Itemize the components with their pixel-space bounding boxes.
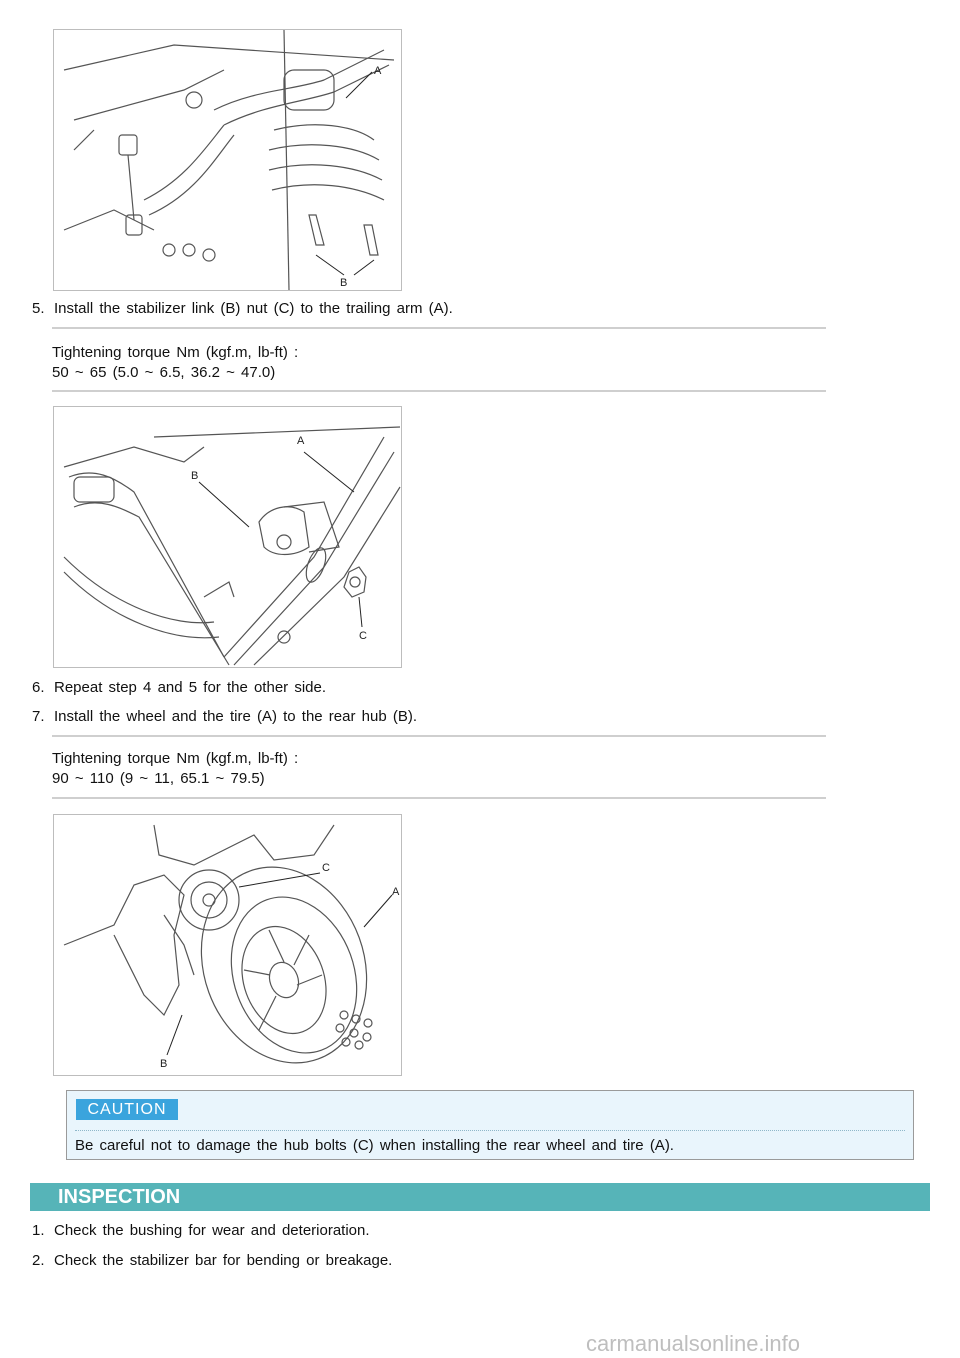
caution-text: Be careful not to damage the hub bolts (C) when installing the rear wheel and tire (A). <box>75 1137 674 1154</box>
step-number: 6. <box>32 679 45 696</box>
stabilizer-bar-diagram <box>53 29 402 291</box>
callout-a: A <box>392 886 400 898</box>
spec-divider-top <box>52 327 826 329</box>
step-text: Install the wheel and the tire (A) to the rear hub (B). <box>54 708 418 725</box>
torque-spec-1 <box>52 343 298 383</box>
wheel-tire-illustration <box>54 815 401 1075</box>
callout-a: A <box>374 65 382 77</box>
spec-divider-bottom <box>52 797 826 799</box>
step-text: Check the bushing for wear and deterioration. <box>54 1222 370 1239</box>
caution-badge: CAUTION <box>76 1099 178 1120</box>
step-number: 7. <box>32 708 45 725</box>
stabilizer-link-nut-diagram <box>53 406 402 668</box>
step-6 <box>32 679 326 697</box>
inspection-item-1 <box>32 1222 370 1240</box>
stabilizer-link-illustration <box>54 407 401 667</box>
stabilizer-bar-illustration <box>54 30 401 290</box>
section-title: INSPECTION <box>58 1186 181 1208</box>
spec-divider-bottom <box>52 390 826 392</box>
callout-b: B <box>191 470 199 482</box>
callout-b: B <box>160 1058 168 1070</box>
caution-divider <box>75 1130 905 1131</box>
step-text: Repeat step 4 and 5 for the other side. <box>54 679 327 696</box>
torque-spec-label: Tightening torque Nm (kgf.m, lb-ft) : <box>52 344 299 361</box>
torque-spec-value: 90 ~ 110 (9 ~ 11, 65.1 ~ 79.5) <box>52 770 265 787</box>
caution-box <box>66 1090 914 1160</box>
callout-c: C <box>359 630 367 642</box>
callout-c: C <box>322 862 330 874</box>
spec-divider-top <box>52 735 826 737</box>
watermark: carmanualsonline.info <box>586 1331 801 1356</box>
torque-spec-label: Tightening torque Nm (kgf.m, lb-ft) : <box>52 750 299 767</box>
callout-a: A <box>297 435 305 447</box>
inspection-item-2 <box>32 1252 392 1270</box>
step-7 <box>32 708 417 726</box>
step-text: Install the stabilizer link (B) nut (C) to the trailing arm (A). <box>54 300 453 317</box>
torque-spec-value: 50 ~ 65 (5.0 ~ 6.5, 36.2 ~ 47.0) <box>52 364 276 381</box>
section-header-inspection <box>30 1183 930 1211</box>
step-number: 1. <box>32 1222 45 1239</box>
step-number: 2. <box>32 1252 45 1269</box>
wheel-tire-diagram <box>53 814 402 1076</box>
step-text: Check the stabilizer bar for bending or breakage. <box>54 1252 393 1269</box>
torque-spec-2 <box>52 749 298 789</box>
step-number: 5. <box>32 300 45 317</box>
callout-b: B <box>340 277 348 289</box>
step-5 <box>32 300 453 318</box>
